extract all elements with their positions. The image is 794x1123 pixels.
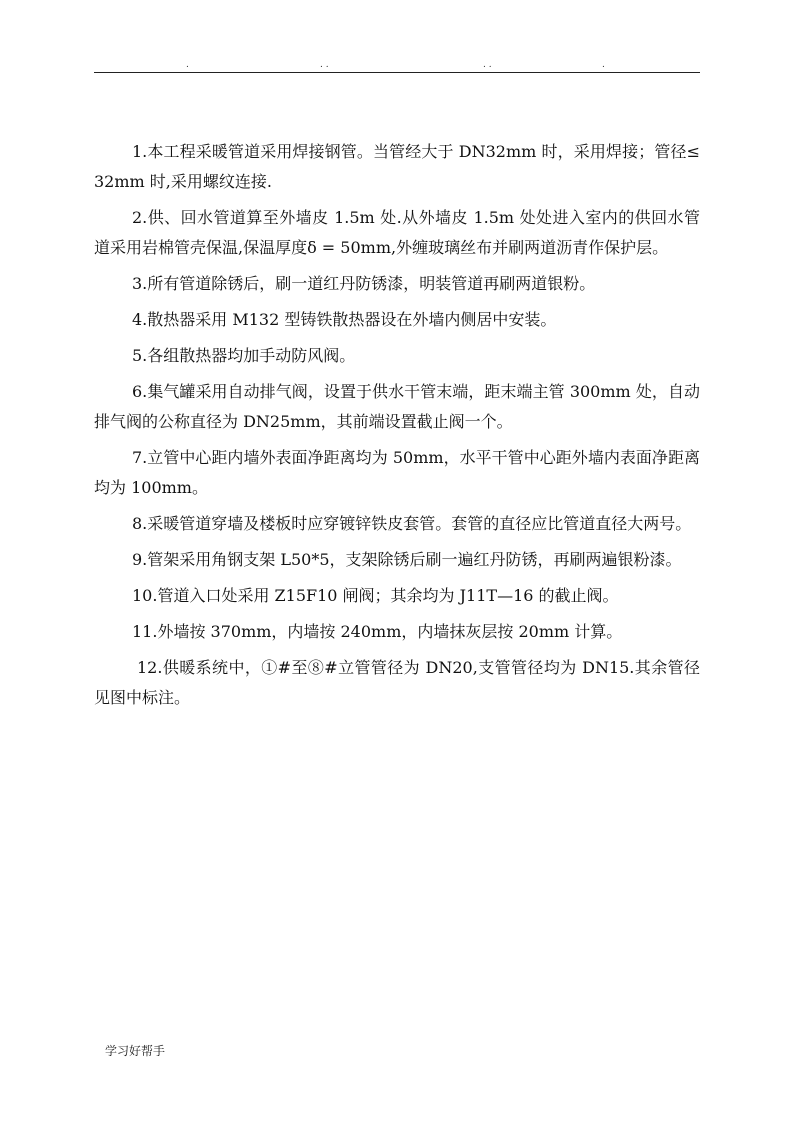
- paragraph-12: 12.供暖系统中，①#至⑧#立管管径为 DN20,支管管径均为 DN15.其余管径见图中标注。: [94, 658, 700, 707]
- paragraph-4: 4.散热器采用 M132 型铸铁散热器设在外墙内侧居中安装。: [132, 310, 557, 329]
- header-dot: .: [602, 60, 605, 70]
- header-dot: . .: [483, 60, 492, 70]
- header-rule: [94, 72, 700, 73]
- paragraph-6: 6.集气罐采用自动排气阀，设置于供水干管末端，距末端主管 300mm 处，自动排气阀的公称直径为 DN25mm，其前端设置截止阀一个。: [94, 382, 700, 431]
- header-dot: .: [186, 60, 189, 70]
- paragraph-3: 3.所有管道除锈后，刷一道红丹防锈漆，明装管道再刷两道银粉。: [132, 274, 596, 293]
- paragraph-9: 9.管架采用角钢支架 L50*5，支架除锈后刷一遍红丹防锈，再刷两遍银粉漆。: [132, 550, 682, 569]
- paragraph-1: 1.本工程采暖管道采用焊接钢管。当管经大于 DN32mm 时，采用焊接；管径≤32mm 时,采用螺纹连接.: [94, 142, 700, 191]
- paragraph-5: 5.各组散热器均加手动防风阀。: [132, 346, 356, 365]
- paragraph-7: 7.立管中心距内墙外表面净距离均为 50mm，水平干管中心距外墙内表面净距离均为 100mm。: [94, 448, 700, 497]
- header-dot: . .: [320, 60, 329, 70]
- paragraph-2: 2.供、回水管道算至外墙皮 1.5m 处.从外墙皮 1.5m 处处进入室内的供回水管道采用岩棉管壳保温,保温厚度δ = 50mm,外缠玻璃丝布并刷两道沥青作保护层。: [94, 208, 700, 257]
- paragraph-8: 8.采暖管道穿墙及楼板时应穿镀锌铁皮套管。套管的直径应比管道直径大两号。: [132, 514, 692, 533]
- document-body: [94, 137, 700, 719]
- footer-text: 学习好帮手: [105, 1044, 166, 1058]
- paragraph-11: 11.外墙按 370mm，内墙按 240mm，内墙抹灰层按 20mm 计算。: [132, 622, 623, 641]
- header-dots: [94, 60, 700, 72]
- paragraph-10: 10.管道入口处采用 Z15F10 闸阀；其余均为 J11T—16 的截止阀。: [132, 586, 619, 605]
